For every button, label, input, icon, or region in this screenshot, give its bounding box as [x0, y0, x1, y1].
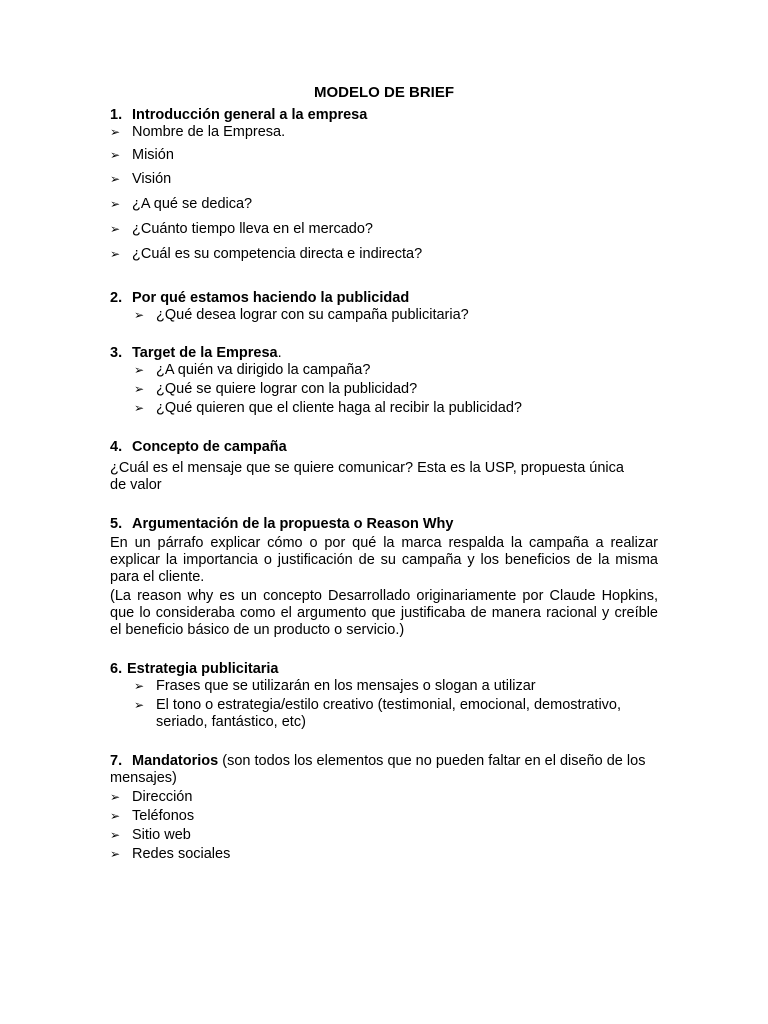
- arrowhead-bullet-icon: ➢: [110, 828, 121, 842]
- document-title: MODELO DE BRIEF: [313, 84, 454, 101]
- document-page: [110, 84, 658, 863]
- section-number: 1.: [110, 107, 123, 123]
- list-item: ➢ ¿A qué se dedica?: [110, 196, 253, 212]
- section-heading: [110, 290, 658, 307]
- section-title: Target de la Empresa: [132, 345, 278, 361]
- section-number: 6.: [110, 661, 123, 677]
- arrowhead-bullet-icon: ➢: [110, 790, 121, 804]
- list-item: ➢ ¿Qué desea lograr con su campaña publicitaria?: [134, 307, 469, 323]
- arrowhead-bullet-icon: ➢: [134, 363, 145, 377]
- section-estrategia: [110, 661, 658, 731]
- list-item: ➢ Nombre de la Empresa.: [110, 124, 286, 140]
- section-heading: [110, 439, 658, 456]
- section-title: Argumentación de la propuesta o Reason Why: [132, 516, 454, 532]
- section-text: ¿Cuál es el mensaje que se quiere comunicar? Esta es la USP, propuesta única de valor: [110, 460, 624, 493]
- section-concepto: [110, 439, 658, 494]
- arrowhead-bullet-icon: ➢: [110, 809, 121, 823]
- section-mandatorios: [110, 753, 658, 863]
- section-introduccion: [110, 107, 658, 263]
- arrowhead-bullet-icon: ➢: [110, 148, 121, 162]
- arrowhead-bullet-icon: ➢: [134, 382, 145, 396]
- bullet-list: [110, 362, 658, 417]
- section-title: Estrategia publicitaria: [127, 661, 279, 677]
- list-item: ➢ Sitio web: [110, 827, 191, 843]
- section-heading: [110, 516, 658, 533]
- section-number: 5.: [110, 516, 123, 532]
- bullet-list: [110, 678, 658, 731]
- section-reason-why: [110, 516, 658, 639]
- section-number: 3.: [110, 345, 123, 361]
- section-number: 4.: [110, 439, 123, 455]
- arrowhead-bullet-icon: ➢: [110, 222, 121, 236]
- section-paragraph: En un párrafo explicar cómo o por qué la marca respalda la campaña a realizar explicar la importancia o justificación de su campaña y los beneficios de la misma para el cliente.: [110, 535, 658, 585]
- section-title: Por qué estamos haciendo la publicidad: [132, 290, 410, 306]
- arrowhead-bullet-icon: ➢: [134, 308, 145, 322]
- list-item: ➢ ¿Cuál es su competencia directa e indirecta?: [110, 246, 423, 262]
- section-number: 7.: [110, 753, 123, 769]
- section-title: Introducción general a la empresa: [132, 107, 368, 123]
- section-heading: [110, 107, 658, 124]
- arrowhead-bullet-icon: ➢: [134, 401, 145, 415]
- list-item: ➢ Redes sociales: [110, 846, 231, 862]
- list-item: ➢ Teléfonos: [110, 808, 195, 824]
- section-paragraph: (La reason why es un concepto Desarrollado originariamente por Claude Hopkins, que lo consideraba como el argumento que justificaba de manera racional y creíble el beneficio básico de un producto o servicio.): [110, 588, 658, 638]
- arrowhead-bullet-icon: ➢: [134, 698, 145, 712]
- bullet-list: [110, 789, 658, 863]
- arrowhead-bullet-icon: ➢: [110, 247, 121, 261]
- arrowhead-bullet-icon: ➢: [110, 847, 121, 861]
- list-item: ➢ ¿Qué se quiere lograr con la publicidad?: [134, 381, 418, 397]
- section-heading: [110, 753, 658, 787]
- section-title: Concepto de campaña: [132, 439, 287, 455]
- section-heading: 3. Target de la Empresa .: [110, 345, 282, 361]
- section-target: [110, 345, 658, 417]
- arrowhead-bullet-icon: ➢: [134, 679, 145, 693]
- section-por-que: [110, 290, 658, 324]
- list-item: ➢ Visión: [110, 171, 172, 187]
- section-number: 2.: [110, 290, 123, 306]
- bullet-list: [110, 307, 658, 324]
- bullet-list: [110, 124, 658, 263]
- section-title: Mandatorios: [132, 753, 219, 769]
- arrowhead-bullet-icon: ➢: [110, 125, 121, 139]
- section-note: (son todos los elementos que no pueden faltar en el diseño de los mensajes): [110, 753, 646, 786]
- arrowhead-bullet-icon: ➢: [110, 172, 121, 186]
- section-heading: [110, 661, 658, 678]
- list-item: ➢ Dirección: [110, 789, 193, 805]
- arrowhead-bullet-icon: ➢: [110, 197, 121, 211]
- list-item: ➢ ¿A quién va dirigido la campaña?: [134, 362, 371, 378]
- list-item: ➢ ¿Cuánto tiempo lleva en el mercado?: [110, 221, 373, 237]
- list-item: ➢ Misión: [110, 147, 174, 163]
- list-item: ➢ ¿Qué quieren que el cliente haga al recibir la publicidad?: [134, 400, 522, 416]
- list-item: ➢ Frases que se utilizarán en los mensajes o slogan a utilizar: [134, 678, 536, 694]
- list-item: ➢ El tono o estrategia/estilo creativo (testimonial, emocional, demostrativo, seriado, fantástico, etc): [134, 697, 622, 730]
